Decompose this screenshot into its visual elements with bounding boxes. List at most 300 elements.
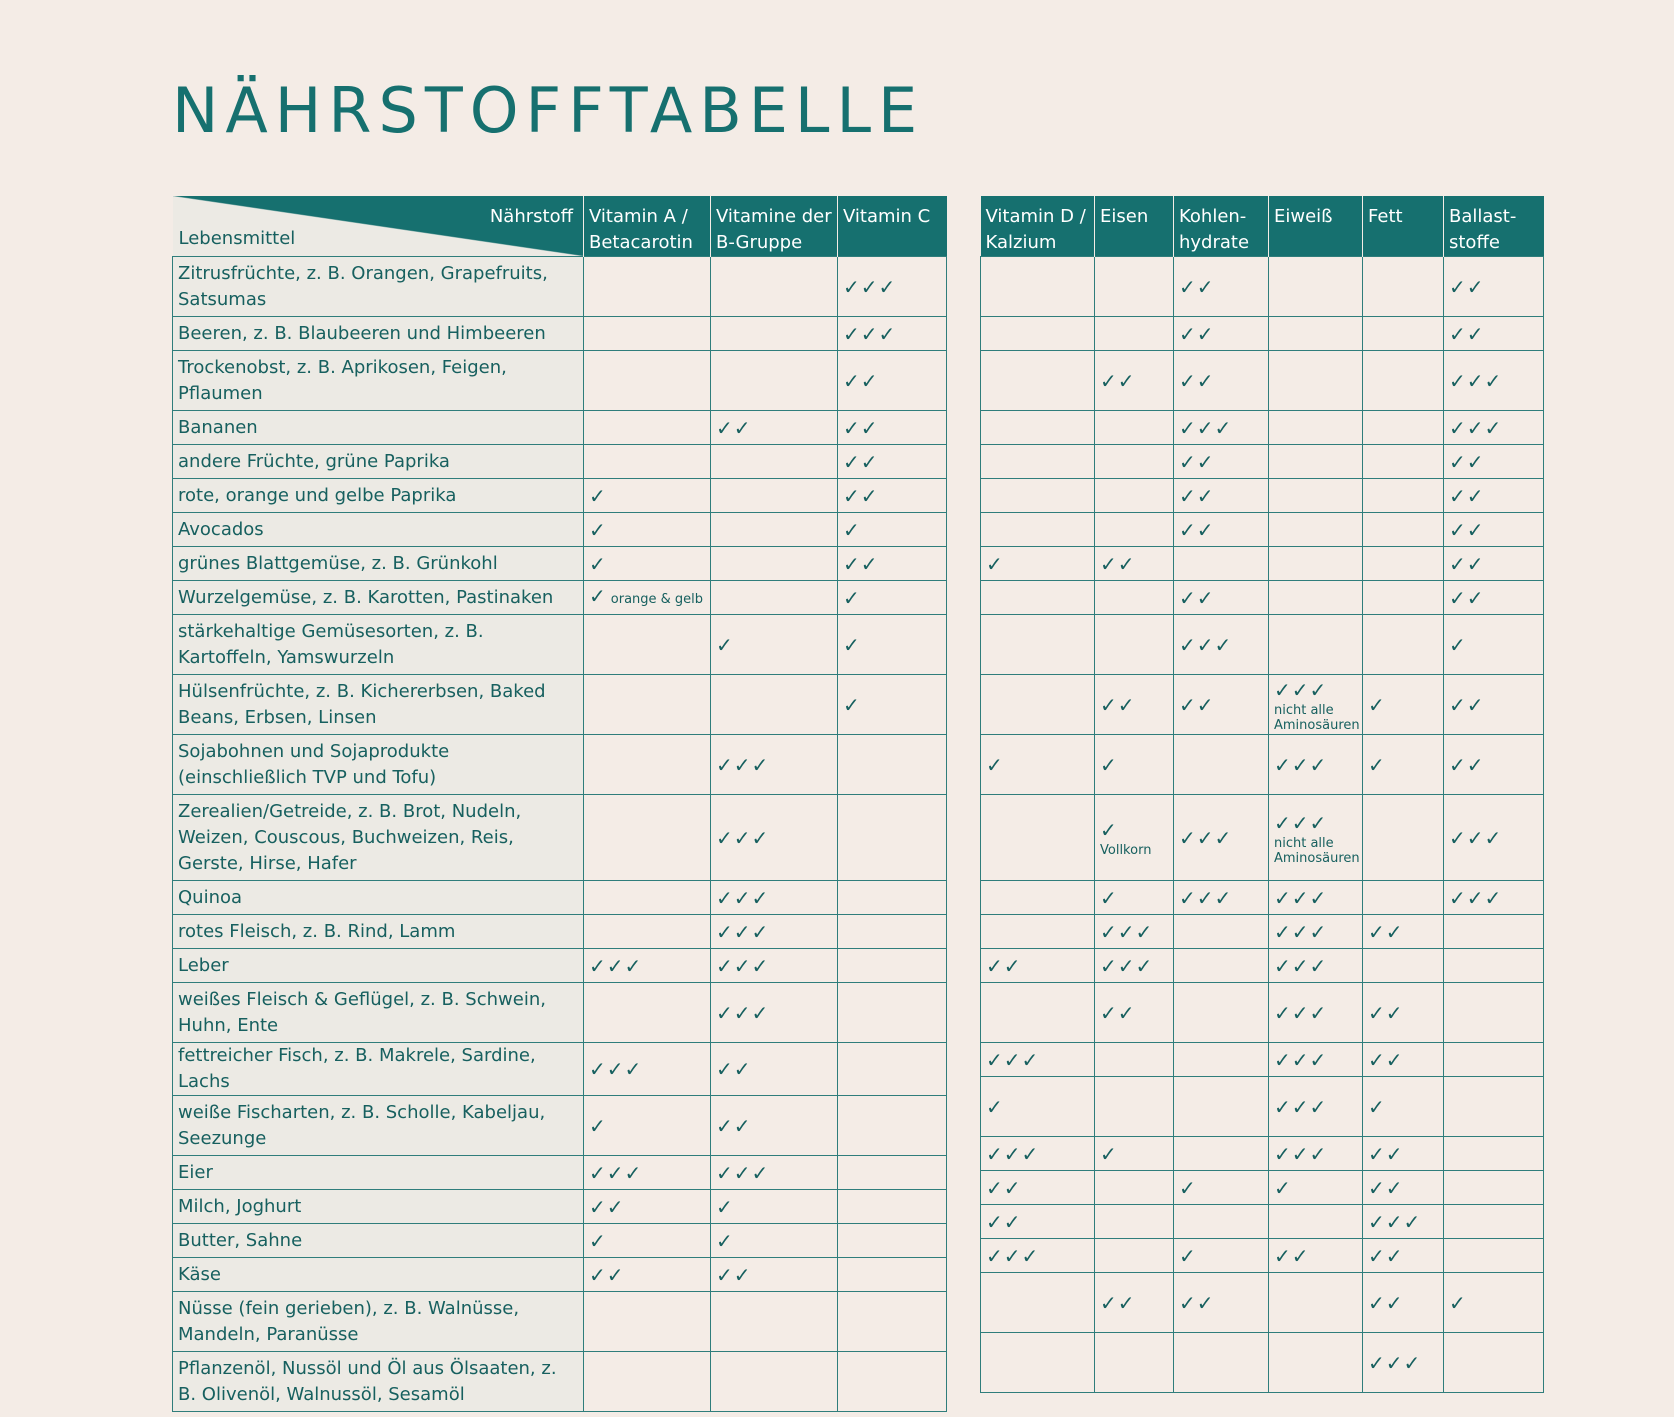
- table-row: [981, 1171, 1544, 1205]
- cell-kh: [1174, 1205, 1269, 1239]
- check-marks: ✓✓: [1449, 692, 1485, 717]
- cell-d: [981, 1137, 1095, 1171]
- cell-ew: [1269, 881, 1363, 915]
- cell-ew: [1269, 317, 1363, 351]
- check-marks: ✓✓: [716, 1113, 752, 1138]
- cell-fe: [1095, 445, 1174, 479]
- cell-note: orange & gelb: [610, 591, 704, 607]
- cell-bs: [1444, 983, 1544, 1043]
- check-marks: ✓✓✓: [1274, 1047, 1328, 1072]
- check-marks: ✓: [1449, 632, 1467, 657]
- cell-fe: [1095, 675, 1174, 735]
- check-marks: ✓✓: [1368, 1047, 1404, 1072]
- cell-a: [584, 795, 711, 881]
- cell-kh: [1174, 1333, 1269, 1393]
- cell-ew: [1269, 581, 1363, 615]
- check-marks: ✓✓✓: [1100, 953, 1154, 978]
- check-marks: ✓✓: [716, 1262, 752, 1287]
- check-marks: ✓✓: [843, 368, 879, 393]
- table-row: [981, 1205, 1544, 1239]
- cell-bs: [1444, 317, 1544, 351]
- check-marks: ✓✓✓: [1368, 1209, 1422, 1234]
- check-marks: ✓: [1368, 1094, 1386, 1119]
- cell-c: [838, 257, 947, 317]
- cell-b: [711, 735, 838, 795]
- check-marks: ✓: [986, 551, 1004, 576]
- check-marks: ✓: [1100, 818, 1118, 842]
- cell-fett: [1363, 795, 1444, 881]
- table-row: [981, 1239, 1544, 1273]
- cell-bs: [1444, 1171, 1544, 1205]
- check-marks: ✓✓: [1368, 1141, 1404, 1166]
- check-marks: ✓✓: [1179, 517, 1215, 542]
- cell-c: [838, 983, 947, 1043]
- check-marks: ✓: [716, 1194, 734, 1219]
- check-marks: ✓: [986, 752, 1004, 777]
- column-header-eisen: Eisen: [1095, 196, 1174, 257]
- cell-fett: [1363, 1137, 1444, 1171]
- cell-b: [711, 1292, 838, 1352]
- check-marks: ✓✓✓: [1274, 752, 1328, 777]
- food-name: andere Früchte, grüne Paprika: [173, 445, 584, 479]
- check-marks: ✓✓✓: [1449, 885, 1503, 910]
- cell-a: [584, 983, 711, 1043]
- food-name: Wurzelgemüse, z. B. Karotten, Pastinaken: [173, 581, 584, 615]
- cell-d: [981, 735, 1095, 795]
- cell-b: [711, 795, 838, 881]
- cell-d: [981, 915, 1095, 949]
- cell-c: [838, 1156, 947, 1190]
- check-marks: ✓✓✓: [716, 825, 770, 850]
- cell-bs: [1444, 949, 1544, 983]
- cell-c: [838, 795, 947, 881]
- cell-fett: [1363, 445, 1444, 479]
- food-name: rote, orange und gelbe Paprika: [173, 479, 584, 513]
- food-name: Pflanzenöl, Nussöl und Öl aus Ölsaaten, z. B. Olivenöl, Walnussöl, Sesamöl: [173, 1352, 584, 1412]
- cell-ew: [1269, 1239, 1363, 1273]
- cell-fe: [1095, 795, 1174, 881]
- cell-kh: [1174, 915, 1269, 949]
- table-row: [981, 513, 1544, 547]
- table-row: [173, 915, 947, 949]
- check-marks: ✓✓✓: [1368, 1350, 1422, 1375]
- cell-note: Vollkorn: [1100, 843, 1152, 858]
- cell-d: [981, 675, 1095, 735]
- check-marks: ✓: [843, 632, 861, 657]
- cell-a: [584, 881, 711, 915]
- cell-fe: [1095, 1043, 1174, 1077]
- food-name: Hülsenfrüchte, z. B. Kichererbsen, Baked Beans, Erbsen, Linsen: [173, 675, 584, 735]
- cell-ew: [1269, 479, 1363, 513]
- check-marks: ✓✓: [716, 1057, 752, 1081]
- check-marks: ✓✓✓: [843, 321, 897, 346]
- cell-d: [981, 317, 1095, 351]
- cell-kh: [1174, 735, 1269, 795]
- check-marks: ✓✓: [1368, 1290, 1404, 1315]
- cell-kh: [1174, 257, 1269, 317]
- cell-fett: [1363, 1077, 1444, 1137]
- check-marks: ✓✓✓: [716, 919, 770, 944]
- check-marks: ✓✓✓: [986, 1047, 1040, 1072]
- cell-bs: [1444, 479, 1544, 513]
- food-name: Zitrusfrüchte, z. B. Orangen, Grapefruits, Satsumas: [173, 257, 584, 317]
- check-marks: ✓: [589, 517, 607, 542]
- cell-bs: [1444, 735, 1544, 795]
- cell-d: [981, 1273, 1095, 1333]
- check-marks: ✓✓: [1449, 321, 1485, 346]
- cell-fe: [1095, 881, 1174, 915]
- check-marks: ✓✓✓: [589, 1160, 643, 1185]
- cell-d: [981, 1205, 1095, 1239]
- cell-fe: [1095, 1333, 1174, 1393]
- cell-b: [711, 1043, 838, 1096]
- cell-d: [981, 411, 1095, 445]
- cell-bs: [1444, 1239, 1544, 1273]
- check-marks: ✓✓: [1179, 692, 1215, 717]
- cell-a: [584, 615, 711, 675]
- cell-c: [838, 915, 947, 949]
- cell-d: [981, 949, 1095, 983]
- check-marks: ✓✓: [1449, 551, 1485, 576]
- cell-kh: [1174, 1077, 1269, 1137]
- column-header-eiweiss: Eiweiß: [1269, 196, 1363, 257]
- check-marks: ✓✓✓: [589, 953, 643, 978]
- cell-fe: [1095, 949, 1174, 983]
- corner-header: [173, 196, 584, 257]
- cell-fe: [1095, 983, 1174, 1043]
- check-marks: ✓: [1100, 752, 1118, 777]
- check-marks: ✓✓: [1100, 551, 1136, 576]
- check-marks: ✓✓✓: [1274, 953, 1328, 978]
- cell-b: [711, 1156, 838, 1190]
- cell-fett: [1363, 351, 1444, 411]
- food-label: Lebensmittel: [178, 228, 296, 249]
- cell-fe: [1095, 615, 1174, 675]
- cell-a: [584, 915, 711, 949]
- check-marks: ✓✓✓: [1274, 1141, 1328, 1166]
- cell-b: [711, 1224, 838, 1258]
- cell-c: [838, 547, 947, 581]
- cell-kh: [1174, 581, 1269, 615]
- cell-fett: [1363, 1205, 1444, 1239]
- check-marks: ✓✓: [1100, 1290, 1136, 1315]
- cell-a: [584, 351, 711, 411]
- cell-ew: [1269, 1273, 1363, 1333]
- cell-fe: [1095, 581, 1174, 615]
- cell-ew: [1269, 411, 1363, 445]
- cell-fe: [1095, 547, 1174, 581]
- cell-b: [711, 351, 838, 411]
- food-name: Leber: [173, 949, 584, 983]
- cell-c: [838, 735, 947, 795]
- cell-d: [981, 615, 1095, 675]
- check-marks: ✓✓: [843, 449, 879, 474]
- check-marks: ✓✓✓: [716, 1160, 770, 1185]
- cell-d: [981, 257, 1095, 317]
- cell-ew: [1269, 513, 1363, 547]
- cell-ew: [1269, 735, 1363, 795]
- check-marks: ✓✓: [843, 483, 879, 508]
- check-marks: ✓✓✓: [716, 953, 770, 978]
- cell-b: [711, 257, 838, 317]
- check-marks: ✓✓✓: [1274, 1000, 1328, 1025]
- table-row: [981, 257, 1544, 317]
- cell-kh: [1174, 547, 1269, 581]
- table-row: [981, 915, 1544, 949]
- food-name: stärkehaltige Gemüsesorten, z. B. Kartoffeln, Yamswurzeln: [173, 615, 584, 675]
- cell-bs: [1444, 795, 1544, 881]
- cell-c: [838, 317, 947, 351]
- cell-fett: [1363, 675, 1444, 735]
- food-name: Nüsse (fein gerieben), z. B. Walnüsse, Mandeln, Paranüsse: [173, 1292, 584, 1352]
- cell-d: [981, 351, 1095, 411]
- check-marks: ✓: [589, 551, 607, 576]
- cell-c: [838, 581, 947, 615]
- cell-bs: [1444, 675, 1544, 735]
- cell-a: [584, 735, 711, 795]
- food-name: weißes Fleisch & Geflügel, z. B. Schwein, Huhn, Ente: [173, 983, 584, 1043]
- column-header-vitamin-c: Vitamin C: [838, 196, 947, 257]
- check-marks: ✓: [1100, 1141, 1118, 1166]
- food-name: Quinoa: [173, 881, 584, 915]
- check-marks: ✓: [589, 483, 607, 508]
- check-marks: ✓✓✓: [1274, 677, 1328, 702]
- cell-d: [981, 1077, 1095, 1137]
- cell-b: [711, 615, 838, 675]
- cell-b: [711, 513, 838, 547]
- table-row: [981, 675, 1544, 735]
- cell-ew: [1269, 445, 1363, 479]
- cell-fe: [1095, 1077, 1174, 1137]
- cell-kh: [1174, 949, 1269, 983]
- table-row: [173, 257, 947, 317]
- cell-c: [838, 351, 947, 411]
- cell-c: [838, 1292, 947, 1352]
- check-marks: ✓✓✓: [1449, 415, 1503, 440]
- cell-c: [838, 675, 947, 735]
- cell-a: [584, 1096, 711, 1156]
- food-name: Zerealien/Getreide, z. B. Brot, Nudeln, Weizen, Couscous, Buchweizen, Reis, Gerste, Hirse, Hafer: [173, 795, 584, 881]
- check-marks: ✓: [1274, 1175, 1292, 1200]
- check-marks: ✓: [986, 1094, 1004, 1119]
- table-row: [173, 983, 947, 1043]
- cell-a: [584, 1156, 711, 1190]
- cell-kh: [1174, 513, 1269, 547]
- cell-bs: [1444, 257, 1544, 317]
- check-marks: ✓: [843, 517, 861, 542]
- cell-kh: [1174, 1239, 1269, 1273]
- cell-d: [981, 581, 1095, 615]
- column-header-fett: Fett: [1363, 196, 1444, 257]
- cell-a: [584, 1352, 711, 1412]
- cell-c: [838, 949, 947, 983]
- table-row: [981, 479, 1544, 513]
- check-marks: ✓✓: [1368, 1243, 1404, 1268]
- table-row: [981, 1273, 1544, 1333]
- table-row: [173, 881, 947, 915]
- cell-a: [584, 1258, 711, 1292]
- column-header-vitamin-a: Vitamin A / Betacarotin: [584, 196, 711, 257]
- cell-b: [711, 411, 838, 445]
- cell-fett: [1363, 581, 1444, 615]
- cell-ew: [1269, 1077, 1363, 1137]
- table-row: [981, 949, 1544, 983]
- check-marks: ✓✓✓: [843, 274, 897, 299]
- check-marks: ✓: [589, 1113, 607, 1138]
- cell-kh: [1174, 479, 1269, 513]
- cell-fett: [1363, 1043, 1444, 1077]
- check-marks: ✓✓: [716, 415, 752, 440]
- cell-fett: [1363, 411, 1444, 445]
- cell-bs: [1444, 615, 1544, 675]
- cell-fett: [1363, 513, 1444, 547]
- check-marks: ✓✓: [1179, 321, 1215, 346]
- table-row: [981, 1043, 1544, 1077]
- cell-ew: [1269, 1171, 1363, 1205]
- cell-ew: [1269, 983, 1363, 1043]
- table-row: [173, 1258, 947, 1292]
- cell-a: [584, 411, 711, 445]
- cell-fett: [1363, 1333, 1444, 1393]
- check-marks: ✓✓✓: [716, 885, 770, 910]
- check-marks: ✓✓: [843, 551, 879, 576]
- cell-kh: [1174, 1043, 1269, 1077]
- food-name: Trockenobst, z. B. Aprikosen, Feigen, Pflaumen: [173, 351, 584, 411]
- check-marks: ✓✓: [986, 1175, 1022, 1200]
- cell-kh: [1174, 983, 1269, 1043]
- check-marks: ✓✓: [589, 1194, 625, 1219]
- header-row-left: [173, 196, 947, 257]
- check-marks: ✓✓✓: [1179, 415, 1233, 440]
- cell-fett: [1363, 735, 1444, 795]
- table-row: [173, 1352, 947, 1412]
- check-marks: ✓: [589, 583, 607, 608]
- column-header-ballaststoffe: Ballast-stoffe: [1444, 196, 1544, 257]
- cell-fett: [1363, 1171, 1444, 1205]
- cell-a: [584, 675, 711, 735]
- check-marks: ✓: [589, 1228, 607, 1253]
- food-name: Beeren, z. B. Blaubeeren und Himbeeren: [173, 317, 584, 351]
- check-marks: ✓✓✓: [986, 1243, 1040, 1268]
- nutrient-table-right: [980, 196, 1544, 1393]
- food-name: grünes Blattgemüse, z. B. Grünkohl: [173, 547, 584, 581]
- table-row: [173, 735, 947, 795]
- check-marks: ✓✓: [1100, 692, 1136, 717]
- cell-ew: [1269, 675, 1363, 735]
- cell-b: [711, 581, 838, 615]
- cell-kh: [1174, 1137, 1269, 1171]
- cell-bs: [1444, 351, 1544, 411]
- cell-ew: [1269, 257, 1363, 317]
- check-marks: ✓✓✓: [589, 1057, 643, 1081]
- table-row: [173, 513, 947, 547]
- check-marks: ✓: [843, 585, 861, 610]
- cell-c: [838, 1190, 947, 1224]
- check-marks: ✓✓✓: [1274, 919, 1328, 944]
- cell-b: [711, 675, 838, 735]
- cell-note: nicht alle Aminosäuren: [1274, 702, 1360, 733]
- cell-d: [981, 881, 1095, 915]
- cell-kh: [1174, 1171, 1269, 1205]
- table-row: [173, 1096, 947, 1156]
- cell-fe: [1095, 317, 1174, 351]
- cell-b: [711, 983, 838, 1043]
- check-marks: ✓✓✓: [1100, 919, 1154, 944]
- cell-b: [711, 949, 838, 983]
- cell-kh: [1174, 615, 1269, 675]
- cell-ew: [1269, 795, 1363, 881]
- cell-fett: [1363, 915, 1444, 949]
- table-row: [173, 949, 947, 983]
- check-marks: ✓✓✓: [1449, 825, 1503, 850]
- cell-c: [838, 411, 947, 445]
- cell-b: [711, 445, 838, 479]
- check-marks: ✓✓: [1100, 1000, 1136, 1025]
- table-row: [173, 317, 947, 351]
- cell-d: [981, 1239, 1095, 1273]
- cell-a: [584, 513, 711, 547]
- check-marks: ✓✓: [1368, 1000, 1404, 1025]
- check-marks: ✓✓: [1179, 368, 1215, 393]
- cell-c: [838, 1043, 947, 1096]
- cell-bs: [1444, 1137, 1544, 1171]
- check-marks: ✓✓: [1179, 483, 1215, 508]
- check-marks: ✓✓✓: [1274, 885, 1328, 910]
- check-marks: ✓✓: [1449, 517, 1485, 542]
- table-row: [173, 445, 947, 479]
- cell-fe: [1095, 1137, 1174, 1171]
- cell-b: [711, 1096, 838, 1156]
- table-row: [981, 351, 1544, 411]
- food-name: Käse: [173, 1258, 584, 1292]
- check-marks: ✓: [716, 632, 734, 657]
- table-row: [173, 351, 947, 411]
- cell-d: [981, 795, 1095, 881]
- cell-ew: [1269, 615, 1363, 675]
- cell-kh: [1174, 1273, 1269, 1333]
- food-name: Bananen: [173, 411, 584, 445]
- cell-b: [711, 317, 838, 351]
- cell-d: [981, 1333, 1095, 1393]
- cell-fe: [1095, 411, 1174, 445]
- cell-bs: [1444, 547, 1544, 581]
- check-marks: ✓✓: [1179, 585, 1215, 610]
- nutrient-table-left: [172, 196, 947, 1412]
- cell-d: [981, 445, 1095, 479]
- cell-ew: [1269, 1137, 1363, 1171]
- cell-a: [584, 1190, 711, 1224]
- cell-b: [711, 1258, 838, 1292]
- cell-b: [711, 881, 838, 915]
- check-marks: ✓✓: [1179, 1290, 1215, 1315]
- header-row-right: [981, 196, 1544, 257]
- check-marks: ✓: [1368, 692, 1386, 717]
- cell-bs: [1444, 1205, 1544, 1239]
- cell-c: [838, 1096, 947, 1156]
- food-name: weiße Fischarten, z. B. Scholle, Kabeljau, Seezunge: [173, 1096, 584, 1156]
- cell-kh: [1174, 675, 1269, 735]
- cell-kh: [1174, 795, 1269, 881]
- cell-ew: [1269, 351, 1363, 411]
- cell-bs: [1444, 1273, 1544, 1333]
- cell-c: [838, 881, 947, 915]
- check-marks: ✓: [1179, 1243, 1197, 1268]
- cell-bs: [1444, 881, 1544, 915]
- cell-ew: [1269, 1205, 1363, 1239]
- cell-fe: [1095, 479, 1174, 513]
- cell-ew: [1269, 915, 1363, 949]
- cell-bs: [1444, 513, 1544, 547]
